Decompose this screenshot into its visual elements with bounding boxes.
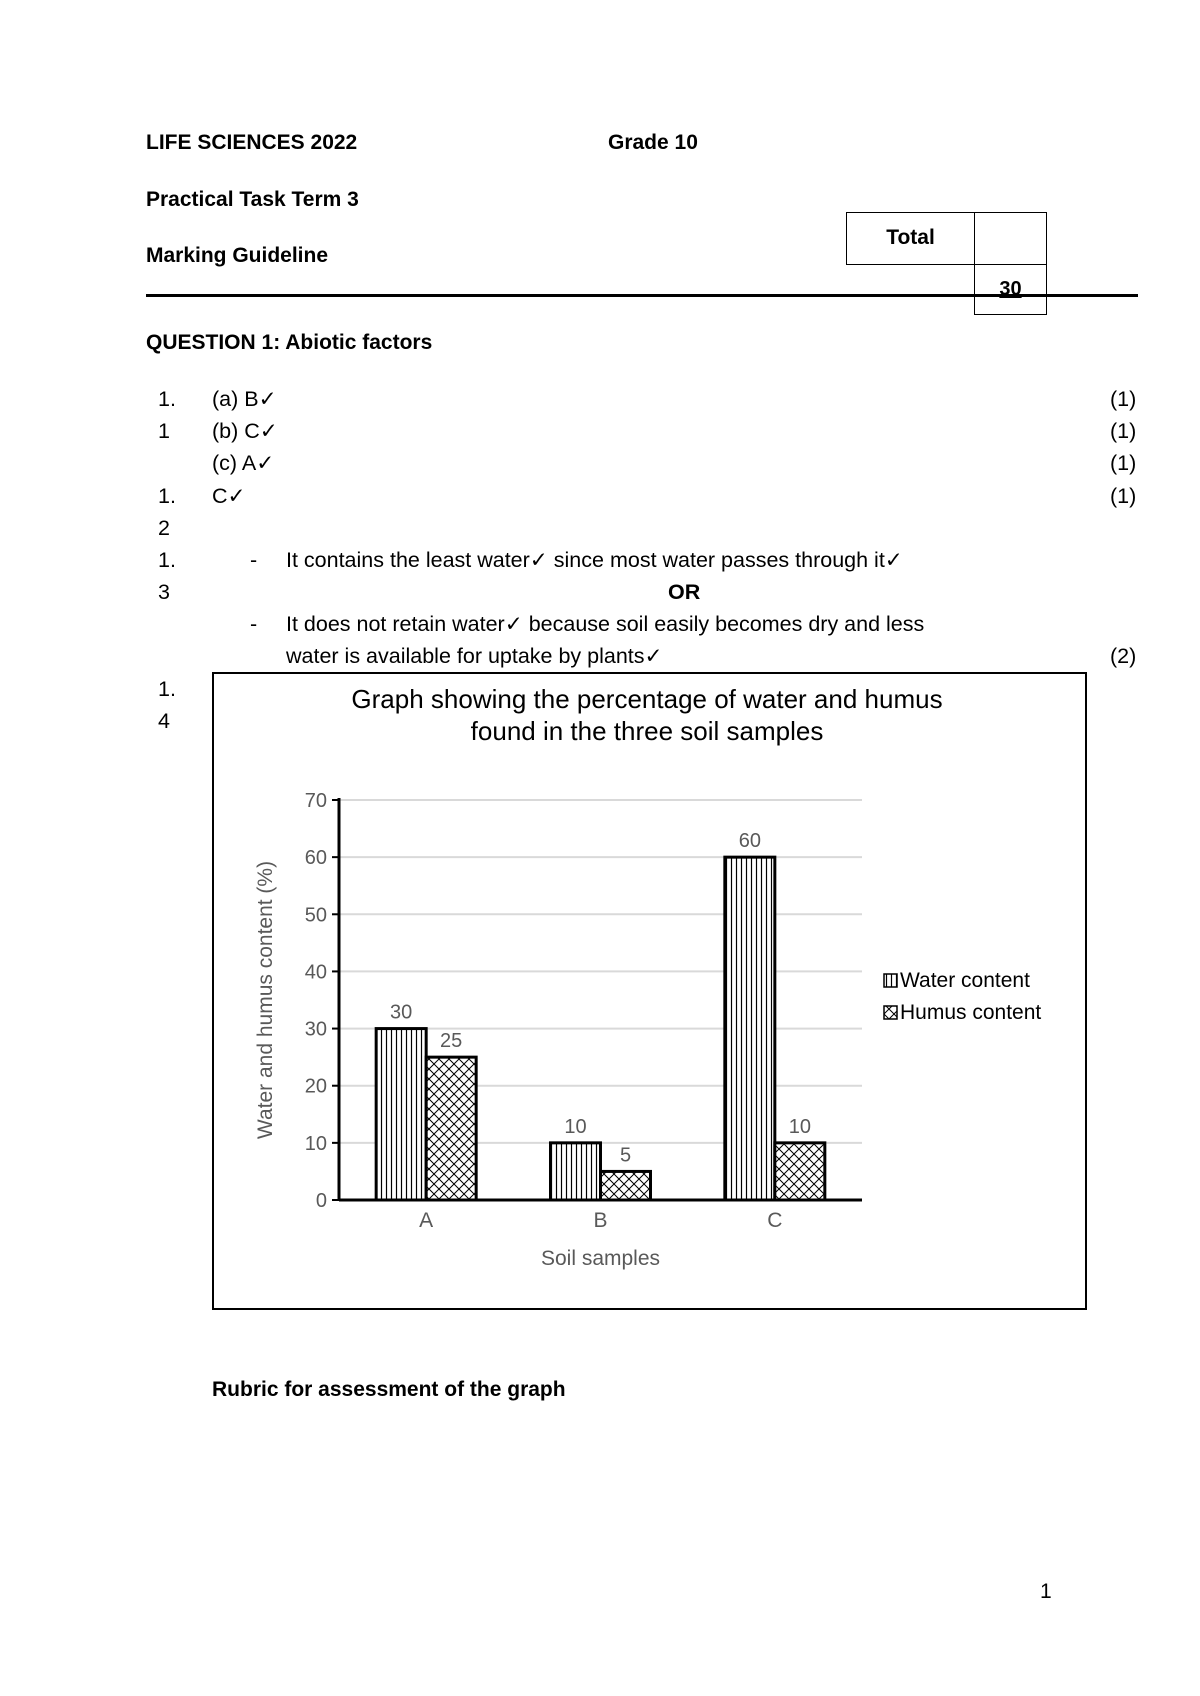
page-number: 1 <box>1040 1580 1052 1603</box>
y-tick-label: 70 <box>304 790 327 812</box>
bar <box>551 1143 601 1200</box>
item-number: 1. <box>158 484 176 508</box>
x-tick-label: B <box>593 1209 608 1232</box>
item-number: 2 <box>158 516 170 540</box>
data-label: 30 <box>390 1001 413 1024</box>
marks: (1) <box>1110 387 1137 411</box>
y-tick-label: 40 <box>304 961 327 984</box>
total-value: 30 <box>999 278 1022 300</box>
data-label: 10 <box>788 1115 811 1138</box>
legend-swatch <box>884 1006 897 1019</box>
bar <box>376 1029 426 1200</box>
marks: (2) <box>1110 644 1137 668</box>
bar-chart <box>214 674 1084 1307</box>
rubric-title: Rubric for assessment of the graph <box>212 1378 566 1401</box>
x-axis-title: Soil samples <box>540 1247 661 1270</box>
item-number: 1 <box>158 419 170 443</box>
item-number: 1. <box>158 548 176 572</box>
chart-frame <box>212 672 1087 1310</box>
data-label: 10 <box>564 1115 587 1138</box>
task-title: Practical Task Term 3 <box>146 188 359 211</box>
legend-label: Water content <box>900 969 1030 992</box>
x-tick-label: C <box>767 1209 783 1232</box>
bar <box>601 1171 651 1200</box>
marks: (1) <box>1110 419 1137 443</box>
y-tick-label: 30 <box>304 1018 327 1041</box>
y-tick-label: 20 <box>304 1075 327 1098</box>
bar <box>725 857 775 1200</box>
y-tick-label: 60 <box>304 847 327 870</box>
answer-item: (a) B✓ <box>212 387 277 411</box>
item-number: 4 <box>158 709 170 733</box>
legend-label: Humus content <box>900 1001 1042 1024</box>
item-number: 1. <box>158 387 176 411</box>
answer-item: (c) A✓ <box>212 451 275 475</box>
bar <box>775 1143 825 1200</box>
answer-item: C✓ <box>212 484 246 508</box>
marks: (1) <box>1110 484 1137 508</box>
total-label: Total <box>886 226 935 249</box>
bullet: - <box>250 548 258 572</box>
x-tick-label: A <box>419 1209 434 1232</box>
item-number: 3 <box>158 580 170 604</box>
item-number: 1. <box>158 677 176 701</box>
guideline-title: Marking Guideline <box>146 244 329 267</box>
answer-line: It does not retain water✓ because soil easily becomes dry and less <box>286 612 925 636</box>
header-divider <box>146 294 1138 297</box>
y-tick-label: 50 <box>304 904 327 927</box>
bullet: - <box>250 612 258 636</box>
y-axis-title: Water and humus content (%) <box>254 860 277 1140</box>
data-label: 5 <box>619 1144 632 1167</box>
y-tick-label: 10 <box>304 1132 327 1155</box>
marks: (1) <box>1110 451 1137 475</box>
question-title: QUESTION 1: Abiotic factors <box>146 331 433 354</box>
total-score-cell <box>974 212 1047 265</box>
or-label: OR <box>668 580 701 604</box>
answer-line: It contains the least water✓ since most water passes through it✓ <box>286 548 903 572</box>
data-label: 25 <box>440 1030 463 1053</box>
data-label: 60 <box>738 830 761 853</box>
bar <box>426 1057 476 1200</box>
chart-title: Graph showing the percentage of water and humus <box>351 684 943 714</box>
legend-swatch <box>884 974 897 987</box>
chart-title: found in the three soil samples <box>470 716 824 746</box>
answer-item: (b) C✓ <box>212 419 278 443</box>
answer-line: water is available for uptake by plants✓ <box>286 644 663 668</box>
y-tick-label: 0 <box>315 1190 327 1212</box>
subject-title: LIFE SCIENCES 2022 <box>146 131 358 154</box>
total-label-cell <box>846 212 975 265</box>
grade-label: Grade 10 <box>608 131 698 154</box>
